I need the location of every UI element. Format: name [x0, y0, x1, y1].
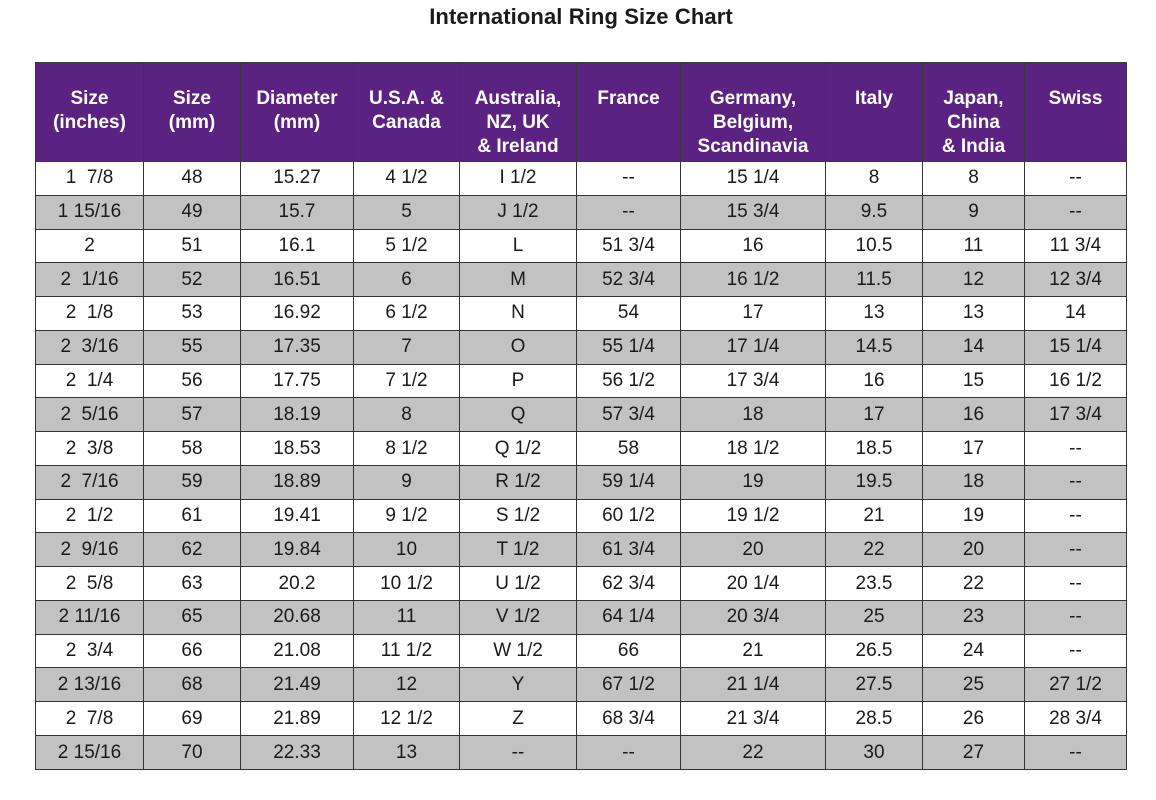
table-cell: 16.51 [241, 263, 354, 297]
table-cell: 9 [923, 195, 1025, 229]
table-row [36, 330, 1127, 364]
table-row [36, 162, 1127, 196]
table-row [36, 634, 1127, 668]
table-cell: 15 [923, 364, 1025, 398]
table-cell: 23.5 [826, 567, 923, 601]
table-cell: 20 [681, 533, 826, 567]
table-cell: 21.49 [241, 668, 354, 702]
table-row [36, 364, 1127, 398]
column-header [577, 63, 681, 162]
table-cell: 8 [826, 162, 923, 196]
table-cell: 16 1/2 [681, 263, 826, 297]
table-cell: 22.33 [241, 736, 354, 770]
table-cell: 21 [826, 499, 923, 533]
table-cell: 55 [144, 330, 241, 364]
table-cell: 51 [144, 229, 241, 263]
table-cell: 2 3/16 [36, 330, 144, 364]
table-cell: 15 3/4 [681, 195, 826, 229]
table-cell: 2 9/16 [36, 533, 144, 567]
table-cell: 54 [577, 297, 681, 331]
table-cell: 13 [923, 297, 1025, 331]
table-cell: 27.5 [826, 668, 923, 702]
table-cell: 57 [144, 398, 241, 432]
table-cell: 62 3/4 [577, 567, 681, 601]
table-cell: 18.53 [241, 432, 354, 466]
table-cell: 21 3/4 [681, 702, 826, 736]
table-cell: 16 [923, 398, 1025, 432]
table-body [36, 162, 1127, 770]
column-header [923, 63, 1025, 162]
table-cell: 60 1/2 [577, 499, 681, 533]
table-cell: Y [460, 668, 577, 702]
table-cell: L [460, 229, 577, 263]
column-header [241, 63, 354, 162]
table-cell: -- [460, 736, 577, 770]
table-cell: 10.5 [826, 229, 923, 263]
table-cell: 19.41 [241, 499, 354, 533]
table-cell: -- [577, 736, 681, 770]
table-cell: 9.5 [826, 195, 923, 229]
column-header-label: France [597, 88, 660, 109]
table-cell: -- [1025, 499, 1127, 533]
table-cell: 56 [144, 364, 241, 398]
table-row [36, 195, 1127, 229]
column-header-label: Italy [854, 88, 894, 109]
table-cell: 17 [826, 398, 923, 432]
table-cell: 61 [144, 499, 241, 533]
table-cell: 12 [923, 263, 1025, 297]
table-cell: 26.5 [826, 634, 923, 668]
table-cell: 17.35 [241, 330, 354, 364]
table-cell: V 1/2 [460, 600, 577, 634]
table-cell: 18 [681, 398, 826, 432]
table-cell: 11 1/2 [354, 634, 460, 668]
table-cell: 25 [923, 668, 1025, 702]
table-cell: 59 [144, 465, 241, 499]
table-cell: 18.5 [826, 432, 923, 466]
table-cell: 15.27 [241, 162, 354, 196]
table-cell: 30 [826, 736, 923, 770]
table-cell: 17 3/4 [1025, 398, 1127, 432]
table-cell: 2 13/16 [36, 668, 144, 702]
table-cell: 9 1/2 [354, 499, 460, 533]
table-cell: 58 [144, 432, 241, 466]
table-row [36, 263, 1127, 297]
table-cell: 62 [144, 533, 241, 567]
table-cell: 55 1/4 [577, 330, 681, 364]
table-cell: 48 [144, 162, 241, 196]
column-header-label: Size (inches) [53, 88, 126, 133]
table-cell: 49 [144, 195, 241, 229]
table-cell: 2 15/16 [36, 736, 144, 770]
table-cell: P [460, 364, 577, 398]
table-cell: 10 [354, 533, 460, 567]
table-cell: Q [460, 398, 577, 432]
table-cell: 16 [681, 229, 826, 263]
table-cell: 51 3/4 [577, 229, 681, 263]
table-cell: 28 3/4 [1025, 702, 1127, 736]
table-cell: 7 [354, 330, 460, 364]
table-cell: 1 7/8 [36, 162, 144, 196]
table-cell: -- [1025, 465, 1127, 499]
table-cell: 59 1/4 [577, 465, 681, 499]
table-cell: 2 1/8 [36, 297, 144, 331]
table-cell: 8 1/2 [354, 432, 460, 466]
column-header-label: Size (mm) [168, 88, 216, 133]
table-cell: 12 3/4 [1025, 263, 1127, 297]
table-cell: 65 [144, 600, 241, 634]
table-cell: -- [1025, 600, 1127, 634]
table-cell: 22 [923, 567, 1025, 601]
table-cell: 21 [681, 634, 826, 668]
table-cell: 2 3/8 [36, 432, 144, 466]
table-cell: 10 1/2 [354, 567, 460, 601]
table-cell: 68 [144, 668, 241, 702]
column-header [144, 63, 241, 162]
page-title: International Ring Size Chart [429, 4, 733, 29]
table-cell: 56 1/2 [577, 364, 681, 398]
table-cell: R 1/2 [460, 465, 577, 499]
table-cell: 14.5 [826, 330, 923, 364]
table-cell: 11.5 [826, 263, 923, 297]
table-cell: 6 [354, 263, 460, 297]
column-header-label: U.S.A. & Canada [369, 88, 444, 133]
table-cell: -- [1025, 432, 1127, 466]
table-cell: I 1/2 [460, 162, 577, 196]
table-cell: S 1/2 [460, 499, 577, 533]
table-cell: 27 1/2 [1025, 668, 1127, 702]
table-cell: 20.2 [241, 567, 354, 601]
table-cell: J 1/2 [460, 195, 577, 229]
table-cell: 7 1/2 [354, 364, 460, 398]
column-header-label: Japan, China & India [941, 88, 1006, 157]
table-cell: 12 [354, 668, 460, 702]
table-cell: 6 1/2 [354, 297, 460, 331]
table-cell: 22 [681, 736, 826, 770]
column-header [36, 63, 144, 162]
table-cell: N [460, 297, 577, 331]
column-header [1025, 63, 1127, 162]
table-cell: 52 3/4 [577, 263, 681, 297]
column-header [460, 63, 577, 162]
table-cell: 9 [354, 465, 460, 499]
table-cell: 14 [923, 330, 1025, 364]
table-cell: 61 3/4 [577, 533, 681, 567]
table-cell: T 1/2 [460, 533, 577, 567]
column-header-label: Australia, NZ, UK & Ireland [474, 88, 562, 157]
table-cell: 20 [923, 533, 1025, 567]
table-cell: 2 7/8 [36, 702, 144, 736]
table-cell: 18 [923, 465, 1025, 499]
table-cell: 21 1/4 [681, 668, 826, 702]
table-cell: 19 1/2 [681, 499, 826, 533]
column-header-label: Swiss [1048, 88, 1103, 109]
table-row [36, 499, 1127, 533]
header-row [36, 63, 1127, 162]
table-row [36, 533, 1127, 567]
table-cell: 26 [923, 702, 1025, 736]
table-cell: 16.92 [241, 297, 354, 331]
table-cell: 20.68 [241, 600, 354, 634]
table-cell: 15.7 [241, 195, 354, 229]
column-header [354, 63, 460, 162]
table-row [36, 702, 1127, 736]
table-cell: 4 1/2 [354, 162, 460, 196]
table-cell: 17 [681, 297, 826, 331]
table-cell: Q 1/2 [460, 432, 577, 466]
table-cell: 2 3/4 [36, 634, 144, 668]
table-cell: -- [1025, 634, 1127, 668]
table-cell: 58 [577, 432, 681, 466]
table-cell: 2 [36, 229, 144, 263]
table-cell: 25 [826, 600, 923, 634]
table-cell: 67 1/2 [577, 668, 681, 702]
table-cell: 21.89 [241, 702, 354, 736]
table-cell: 11 [923, 229, 1025, 263]
table-cell: 18.19 [241, 398, 354, 432]
table-cell: 23 [923, 600, 1025, 634]
table-row [36, 668, 1127, 702]
table-cell: -- [1025, 533, 1127, 567]
table-cell: 11 3/4 [1025, 229, 1127, 263]
table-row [36, 736, 1127, 770]
column-header-label: Germany, Belgium, Scandinavia [697, 88, 809, 157]
table-cell: 27 [923, 736, 1025, 770]
table-cell: 12 1/2 [354, 702, 460, 736]
table-cell: -- [1025, 567, 1127, 601]
table-cell: 19 [923, 499, 1025, 533]
table-cell: 63 [144, 567, 241, 601]
table-cell: 5 1/2 [354, 229, 460, 263]
table-cell: 2 7/16 [36, 465, 144, 499]
table-row [36, 398, 1127, 432]
ring-size-table [35, 62, 1127, 770]
table-cell: 2 1/16 [36, 263, 144, 297]
table-cell: -- [577, 195, 681, 229]
table-cell: 20 1/4 [681, 567, 826, 601]
table-cell: 2 5/16 [36, 398, 144, 432]
table-cell: O [460, 330, 577, 364]
table-cell: 19.5 [826, 465, 923, 499]
table-cell: 14 [1025, 297, 1127, 331]
table-row [36, 465, 1127, 499]
table-cell: 16 1/2 [1025, 364, 1127, 398]
table-row [36, 567, 1127, 601]
table-cell: 66 [577, 634, 681, 668]
table-cell: 19.84 [241, 533, 354, 567]
table-cell: -- [1025, 195, 1127, 229]
table-cell: 2 11/16 [36, 600, 144, 634]
table-cell: 20 3/4 [681, 600, 826, 634]
table-cell: 57 3/4 [577, 398, 681, 432]
table-cell: 8 [354, 398, 460, 432]
table-cell: 2 1/4 [36, 364, 144, 398]
table-cell: 17 3/4 [681, 364, 826, 398]
table-cell: 28.5 [826, 702, 923, 736]
table-cell: 64 1/4 [577, 600, 681, 634]
table-cell: -- [1025, 162, 1127, 196]
table-cell: Z [460, 702, 577, 736]
table-cell: 17 1/4 [681, 330, 826, 364]
table-row [36, 229, 1127, 263]
table-cell: 1 15/16 [36, 195, 144, 229]
table-cell: M [460, 263, 577, 297]
table-cell: 68 3/4 [577, 702, 681, 736]
column-header [681, 63, 826, 162]
table-cell: 2 1/2 [36, 499, 144, 533]
table-cell: 18.89 [241, 465, 354, 499]
table-cell: 18 1/2 [681, 432, 826, 466]
table-cell: 21.08 [241, 634, 354, 668]
table-cell: 24 [923, 634, 1025, 668]
table-cell: 66 [144, 634, 241, 668]
table-cell: 53 [144, 297, 241, 331]
column-header-label: Diameter (mm) [256, 88, 338, 133]
table-cell: W 1/2 [460, 634, 577, 668]
table-cell: 17.75 [241, 364, 354, 398]
table-cell: 70 [144, 736, 241, 770]
table-cell: 19 [681, 465, 826, 499]
table-row [36, 600, 1127, 634]
table-row [36, 432, 1127, 466]
table-cell: -- [1025, 736, 1127, 770]
table-cell: -- [577, 162, 681, 196]
table-cell: 15 1/4 [1025, 330, 1127, 364]
table-cell: 16 [826, 364, 923, 398]
table-row [36, 297, 1127, 331]
table-cell: U 1/2 [460, 567, 577, 601]
table-cell: 11 [354, 600, 460, 634]
table-cell: 15 1/4 [681, 162, 826, 196]
table-cell: 2 5/8 [36, 567, 144, 601]
table-cell: 13 [826, 297, 923, 331]
table-cell: 13 [354, 736, 460, 770]
column-header [826, 63, 923, 162]
table-cell: 52 [144, 263, 241, 297]
table-cell: 8 [923, 162, 1025, 196]
table-cell: 16.1 [241, 229, 354, 263]
table-cell: 22 [826, 533, 923, 567]
table-cell: 5 [354, 195, 460, 229]
table-cell: 69 [144, 702, 241, 736]
table-cell: 17 [923, 432, 1025, 466]
